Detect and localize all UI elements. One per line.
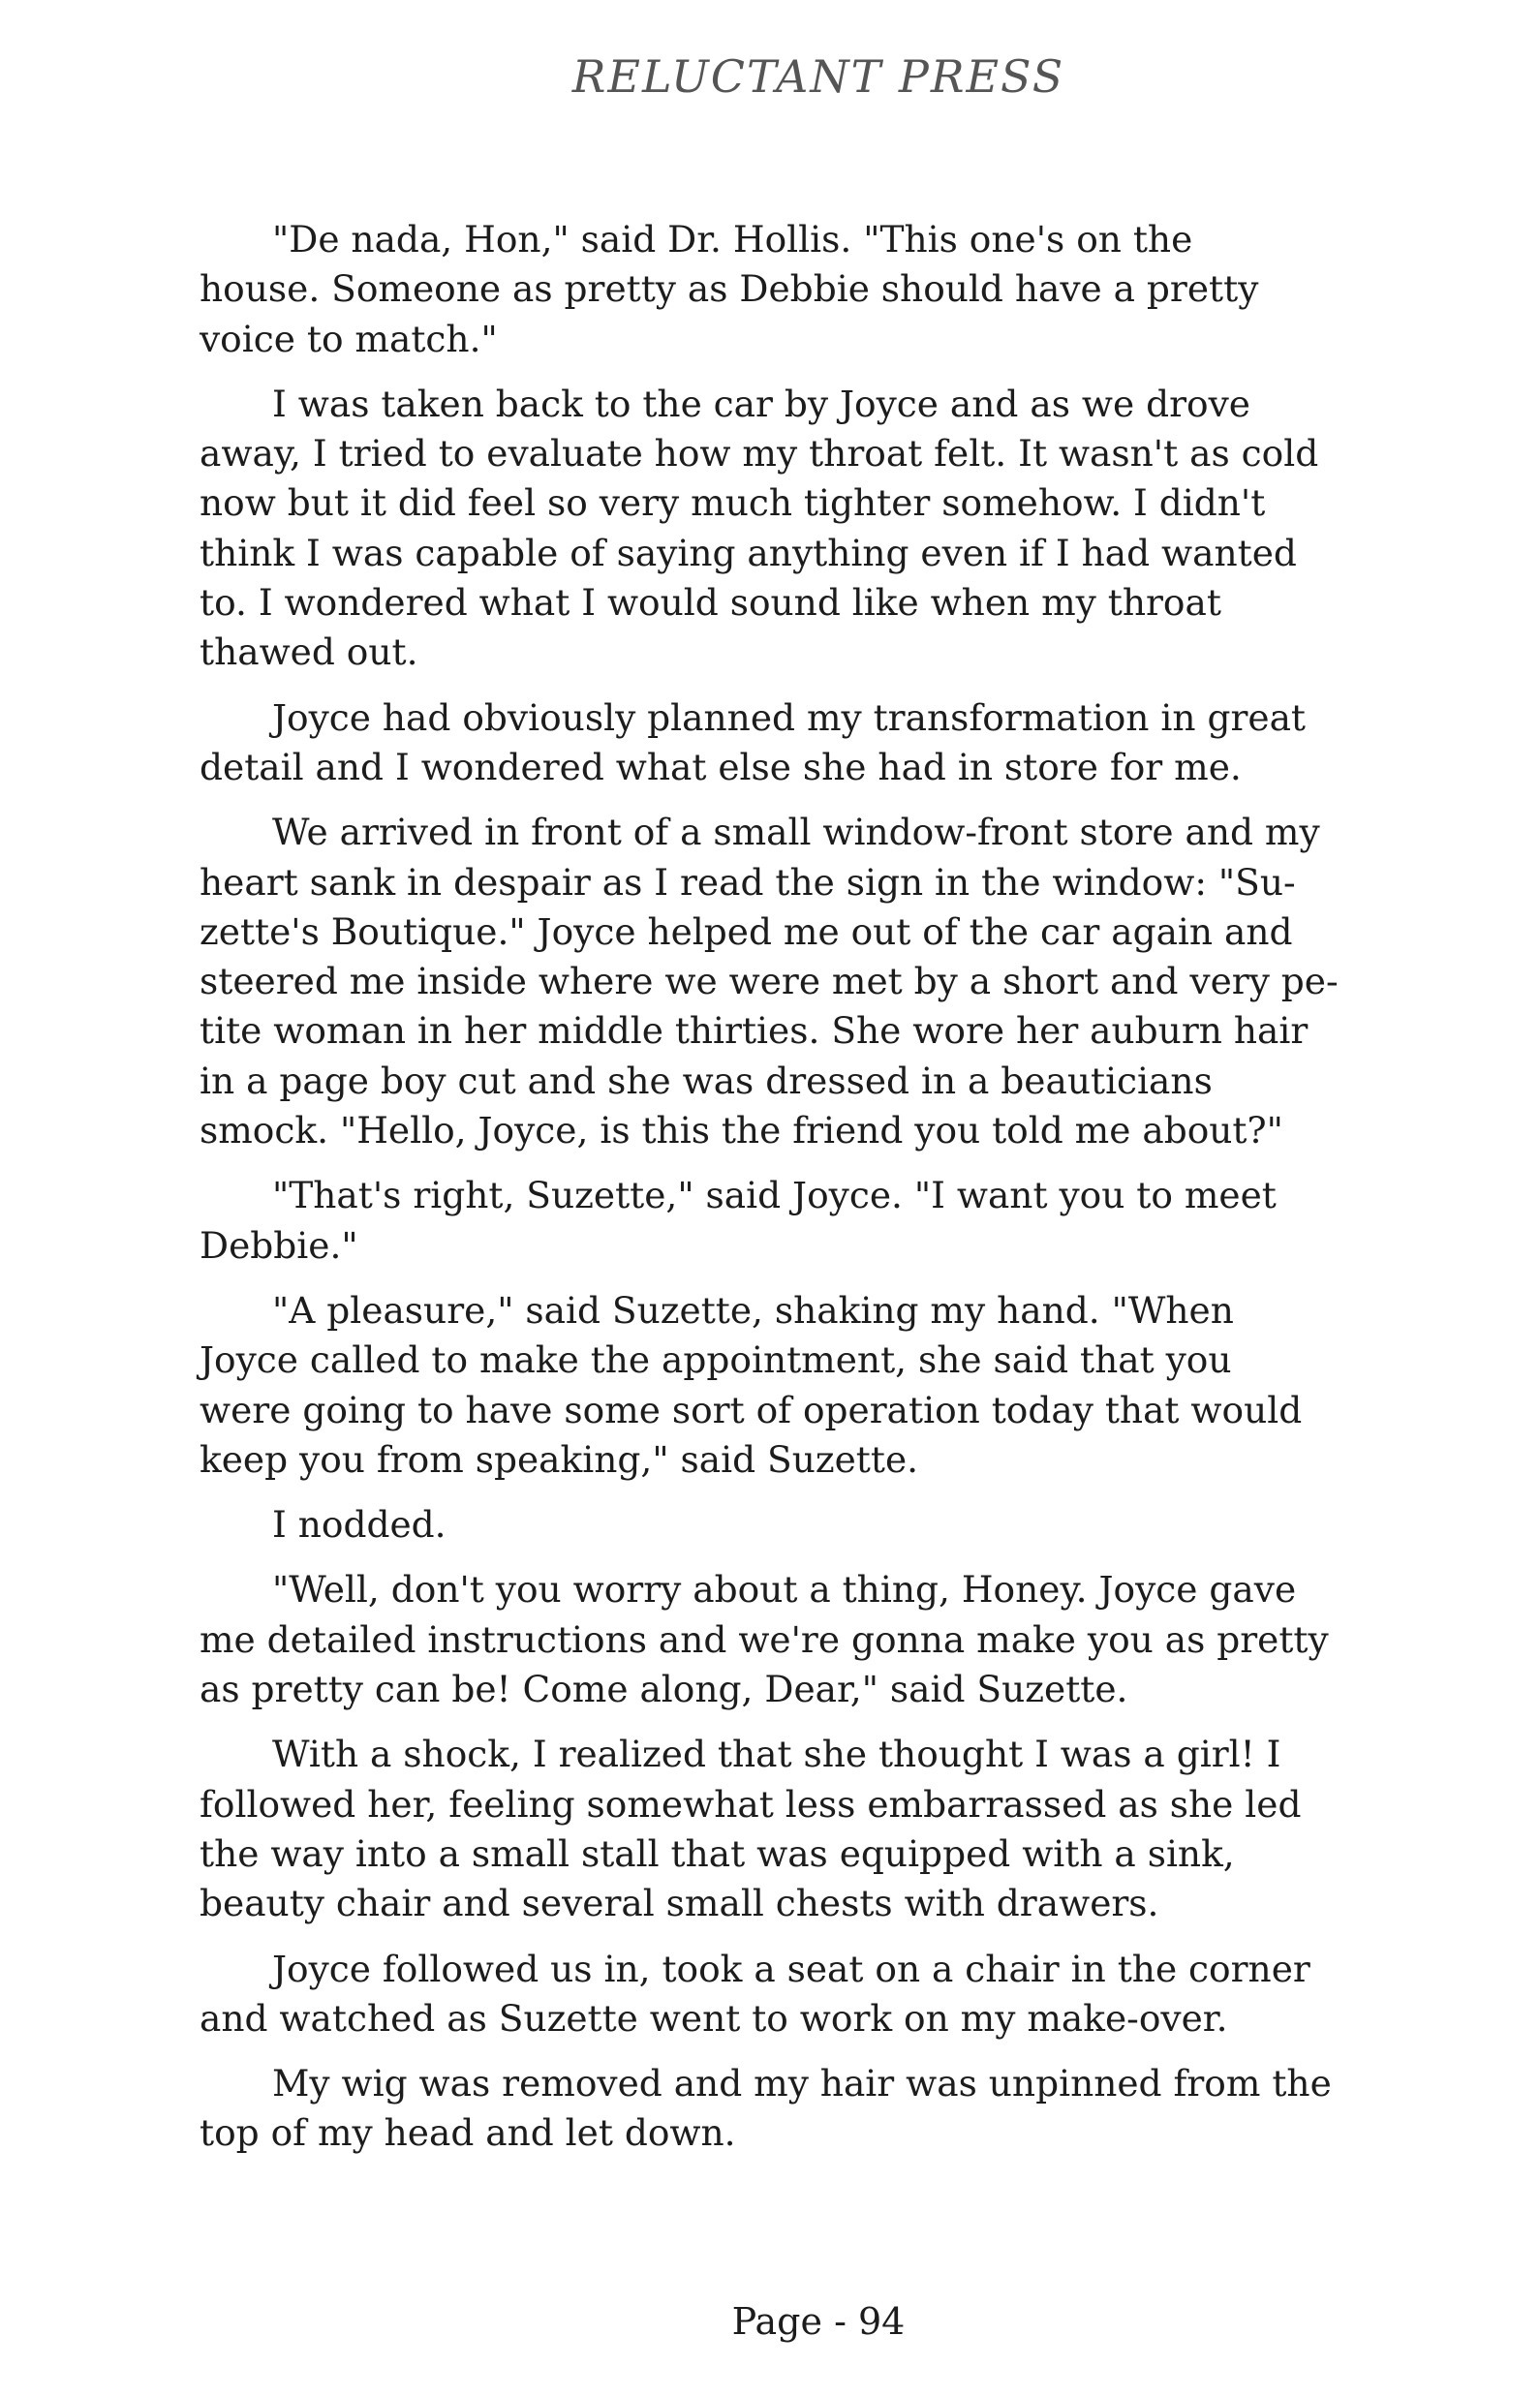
text-line: "That's right, Suzette," said Joyce. "I want you to meet	[272, 1174, 1277, 1217]
text-line: "A pleasure," said Suzette, shaking my hand. "When	[272, 1288, 1234, 1332]
text-line: Joyce followed us in, took a seat on a chair in the corner	[272, 1947, 1310, 1990]
text-line: followed her, feeling somewhat less embarrassed as she led	[200, 1782, 1302, 1826]
text-line: I was taken back to the car by Joyce and as we drove	[272, 382, 1250, 425]
paragraph	[200, 1565, 1420, 1714]
text-line: in a page boy cut and she was dressed in a beauticians	[200, 1059, 1213, 1102]
text-line: I nodded.	[272, 1503, 447, 1547]
paragraph	[200, 380, 1420, 678]
text-line: and watched as Suzette went to work on my make-over.	[200, 1996, 1228, 2040]
text-line: zette's Boutique." Joyce helped me out of the car again and	[200, 909, 1293, 953]
page-number: Page - 94	[731, 2300, 906, 2343]
paragraph	[200, 1171, 1420, 1271]
paragraph	[200, 693, 1420, 793]
text-line: think I was capable of saying anything even if I had wanted	[200, 531, 1297, 574]
body-text	[200, 215, 1420, 2174]
text-line: voice to match."	[200, 317, 498, 360]
paragraph	[200, 2059, 1420, 2159]
text-line: We arrived in front of a small window-front store and my	[272, 811, 1320, 854]
text-line: My wig was removed and my hair was unpinned from the	[272, 2062, 1332, 2105]
text-line: away, I tried to evaluate how my throat felt. It wasn't as cold	[200, 432, 1319, 476]
text-line: house. Someone as pretty as Debbie should have a pretty	[200, 267, 1259, 311]
text-line: as pretty can be! Come along, Dear," said Suzette.	[200, 1668, 1128, 1711]
text-line: heart sank in despair as I read the sign in the window: "Su-	[200, 860, 1296, 904]
text-line: now but it did feel so very much tighter somehow. I didn't	[200, 481, 1266, 525]
text-line: me detailed instructions and we're gonna make you as pretty	[200, 1617, 1329, 1661]
text-line: Joyce had obviously planned my transformation in great	[272, 695, 1306, 739]
text-line: thawed out.	[200, 630, 418, 674]
paragraph	[200, 1500, 1420, 1550]
publisher-header: RELUCTANT PRESS	[571, 50, 1065, 103]
text-line: "Well, don't you worry about a thing, Honey. Joyce gave	[272, 1568, 1297, 1612]
text-line: With a shock, I realized that she thought I was a girl! I	[272, 1733, 1281, 1776]
paragraph	[200, 1945, 1420, 2044]
paragraph	[200, 1730, 1420, 1928]
text-line: keep you from speaking," said Suzette.	[200, 1437, 919, 1481]
text-line: the way into a small stall that was equipped with a sink,	[200, 1831, 1235, 1875]
paragraph	[200, 215, 1420, 364]
text-line: smock. "Hello, Joyce, is this the friend you told me about?"	[200, 1109, 1283, 1152]
text-line: top of my head and let down.	[200, 2111, 736, 2155]
text-line: to. I wondered what I would sound like when my throat	[200, 581, 1221, 625]
text-line: detail and I wondered what else she had in store for me.	[200, 745, 1242, 788]
text-line: "De nada, Hon," said Dr. Hollis. "This one's on the	[272, 218, 1193, 261]
paragraph	[200, 808, 1420, 1155]
text-line: were going to have some sort of operation today that would	[200, 1388, 1303, 1431]
text-line: Debbie."	[200, 1223, 358, 1267]
text-line: tite woman in her middle thirties. She wore her auburn hair	[200, 1009, 1309, 1053]
paragraph	[200, 1286, 1420, 1485]
text-line: Joyce called to make the appointment, she said that you	[200, 1338, 1232, 1382]
text-line: beauty chair and several small chests with drawers.	[200, 1882, 1159, 1925]
text-line: steered me inside where we were met by a short and very pe-	[200, 960, 1339, 1003]
